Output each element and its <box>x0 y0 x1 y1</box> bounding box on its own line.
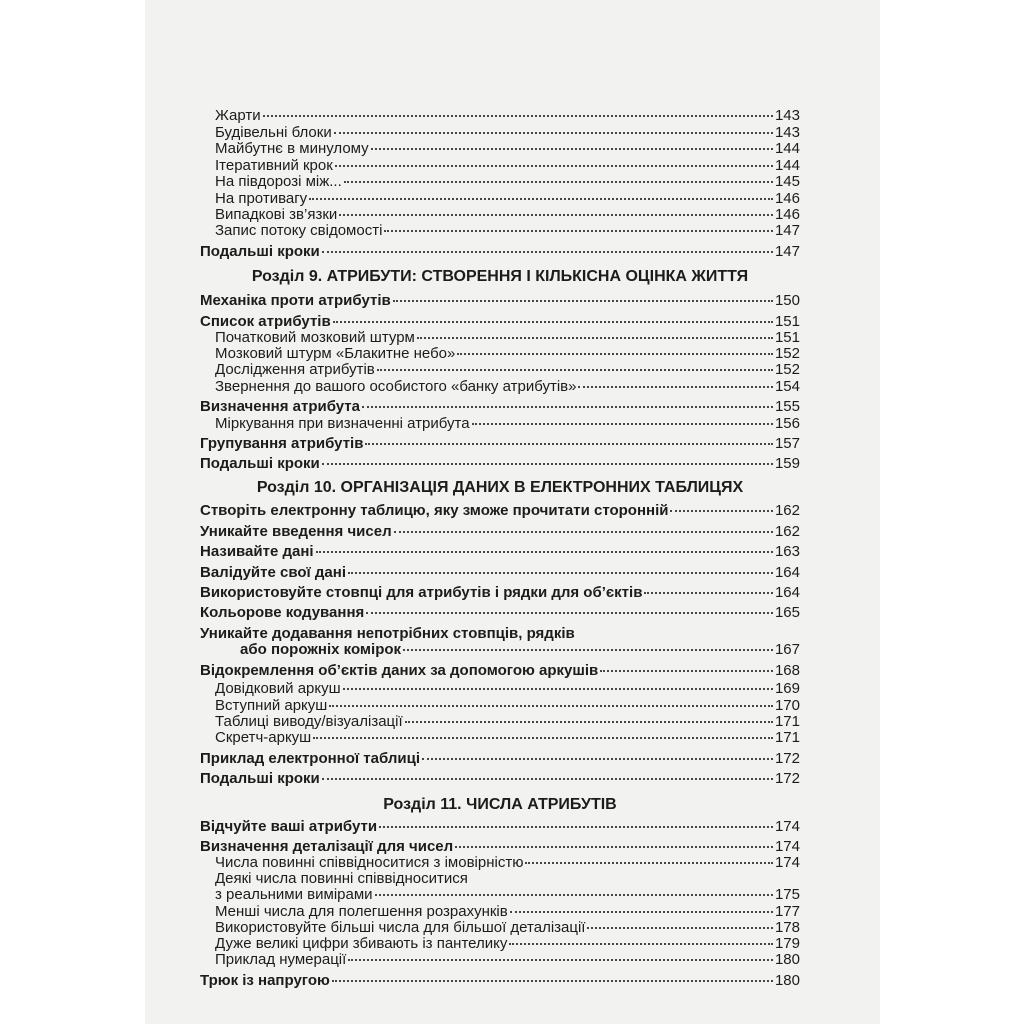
dot-leader <box>393 300 773 302</box>
toc-entry-title: Мозковий штурм «Блакитне небо» <box>215 345 456 362</box>
dot-leader <box>405 721 773 723</box>
toc-entry <box>215 951 800 968</box>
toc-entry-title: Список атрибутів <box>200 313 331 330</box>
toc-entry-title: Початковий мозковий штурм <box>215 329 415 346</box>
dot-leader <box>472 423 773 425</box>
dot-leader <box>322 463 773 465</box>
toc-entry-title: Відокремлення об’єктів даних за допомогою аркушів <box>200 662 599 679</box>
toc-entry-title: Відчуйте ваші атрибути <box>200 818 378 835</box>
dot-leader <box>335 165 773 167</box>
toc-entry <box>200 243 800 260</box>
dot-leader <box>343 688 773 690</box>
toc-entry-page: 159 <box>774 455 800 472</box>
book-page <box>145 0 880 1024</box>
toc-entry-page: 174 <box>774 838 800 855</box>
toc-entry <box>215 680 800 697</box>
toc-entry-page: 155 <box>774 398 800 415</box>
toc-entry-title: Групування атрибутів <box>200 435 364 452</box>
dot-leader <box>384 230 773 232</box>
toc-entry <box>215 361 800 378</box>
toc-entry-page: 154 <box>774 378 800 395</box>
toc-entry-page: 172 <box>774 750 800 767</box>
toc-entry <box>200 455 800 472</box>
dot-leader <box>329 705 773 707</box>
toc-entry-title: Валідуйте свої дані <box>200 564 347 581</box>
toc-entry-page: 171 <box>774 713 800 730</box>
toc-entry-title: Жарти <box>215 107 261 124</box>
toc-entry <box>200 523 800 540</box>
toc-entry-page: 170 <box>774 697 800 714</box>
toc-entry-title: На противагу <box>215 190 308 207</box>
toc-entry <box>200 584 800 601</box>
toc-entry <box>215 140 800 157</box>
toc-entry <box>200 564 800 581</box>
toc-entry-title: Визначення атрибута <box>200 398 360 415</box>
toc-entry <box>200 818 800 835</box>
toc-entry-title: На півдорозі між... <box>215 173 342 190</box>
toc-entry <box>215 713 800 730</box>
dot-leader <box>394 531 773 533</box>
toc-entry-page: 164 <box>774 584 800 601</box>
toc-entry-page: 151 <box>774 313 800 330</box>
toc-entry-title: Приклад нумерації <box>215 951 347 968</box>
dot-leader <box>422 758 773 760</box>
dot-leader <box>332 980 773 982</box>
toc-entry-title: Приклад електронної таблиці <box>200 750 420 767</box>
dot-leader <box>375 894 773 896</box>
toc-entry <box>215 206 800 223</box>
dot-leader <box>316 551 773 553</box>
dot-leader <box>403 649 773 651</box>
toc-entry <box>215 378 800 395</box>
toc-entry <box>215 886 800 903</box>
toc-entry <box>200 502 800 519</box>
toc-entry-title: Подальші кроки <box>200 770 320 787</box>
toc-entry <box>200 313 800 330</box>
dot-leader <box>509 943 773 945</box>
toc-entry-title: Довідковий аркуш <box>215 680 341 697</box>
dot-leader <box>371 148 773 150</box>
toc-entry <box>215 222 800 239</box>
dot-leader <box>362 406 773 408</box>
toc-entry-title: Будівельні блоки <box>215 124 332 141</box>
toc-entry <box>200 972 800 989</box>
dot-leader <box>578 386 772 388</box>
dot-leader <box>457 353 773 355</box>
toc-entry <box>215 329 800 346</box>
toc-entry-title: Дуже великі цифри збивають із пантелику <box>215 935 508 952</box>
toc-entry-page: 168 <box>774 662 800 679</box>
toc-entry <box>215 697 800 714</box>
toc-entry-page: 174 <box>774 818 800 835</box>
toc-entry-page: 163 <box>774 543 800 560</box>
toc-entry-title: Запис потоку свідомості <box>215 222 383 239</box>
toc-entry-page: 143 <box>774 124 800 141</box>
toc-entry-page: 162 <box>774 502 800 519</box>
toc-entry-title: Ітеративний крок <box>215 157 333 174</box>
dot-leader <box>334 132 773 134</box>
dot-leader <box>339 214 773 216</box>
dot-leader <box>263 115 773 117</box>
toc-entry-page: 150 <box>774 292 800 309</box>
toc-entry-title: Уникайте введення чисел <box>200 523 392 540</box>
toc-entry-title: Механіка проти атрибутів <box>200 292 391 309</box>
toc-entry-page: 152 <box>774 345 800 362</box>
toc-entry-title: Майбутнє в минулому <box>215 140 369 157</box>
dot-leader <box>377 369 773 371</box>
toc-entry <box>215 935 800 952</box>
dot-leader <box>670 510 773 512</box>
toc-entry-title: Числа повинні співвідноситися з імовірністю <box>215 854 524 871</box>
dot-leader <box>644 592 773 594</box>
dot-leader <box>600 670 773 672</box>
toc-entry-title: Міркування при визначенні атрибута <box>215 415 470 432</box>
toc-entry <box>200 838 800 855</box>
toc-entry-page: 143 <box>774 107 800 124</box>
toc-entry <box>200 662 800 679</box>
toc-entry-title: Подальші кроки <box>200 455 320 472</box>
toc-entry <box>215 107 800 124</box>
toc-entry-page: 179 <box>774 935 800 952</box>
dot-leader <box>333 321 773 323</box>
toc-entry-page: 144 <box>774 157 800 174</box>
dot-leader <box>417 337 773 339</box>
toc-entry-title: Звернення до вашого особистого «банку атрибутів» <box>215 378 577 395</box>
toc-entry-page: 152 <box>774 361 800 378</box>
toc-entry-title: Називайте дані <box>200 543 314 560</box>
toc-entry-page: 175 <box>774 886 800 903</box>
dot-leader <box>344 181 773 183</box>
toc-entry <box>200 292 800 309</box>
toc-entry-title: Визначення деталізації для чисел <box>200 838 454 855</box>
toc-entry-page: 147 <box>774 243 800 260</box>
toc-entry-title: Скретч-аркуш <box>215 729 312 746</box>
toc-entry-title-line1: Деякі числа повинні співвідноситися <box>215 870 468 887</box>
toc-entry <box>215 903 800 920</box>
toc-entry-title: Використовуйте стовпці для атрибутів і рядки для об’єктів <box>200 584 643 601</box>
toc-entry-page: 165 <box>774 604 800 621</box>
toc-entry <box>215 729 800 746</box>
toc-entry-title: Створіть електронну таблицю, яку зможе прочитати сторонній <box>200 502 669 519</box>
toc-entry-title: Дослідження атрибутів <box>215 361 375 378</box>
toc-entry-title: Подальші кроки <box>200 243 320 260</box>
dot-leader <box>322 251 773 253</box>
toc-entry-page: 167 <box>774 641 800 658</box>
dot-leader <box>379 826 773 828</box>
toc-entry-page: 145 <box>774 173 800 190</box>
dot-leader <box>348 959 773 961</box>
dot-leader <box>313 737 773 739</box>
dot-leader <box>322 778 773 780</box>
toc-entry <box>215 854 800 871</box>
chapter-heading: Розділ 11. ЧИСЛА АТРИБУТІВ <box>383 796 617 813</box>
toc-entry <box>200 435 800 452</box>
toc-entry <box>200 770 800 787</box>
toc-entry <box>215 415 800 432</box>
toc-entry-page: 180 <box>774 951 800 968</box>
toc-entry <box>200 398 800 415</box>
toc-entry <box>215 190 800 207</box>
dot-leader <box>348 572 773 574</box>
toc-entry-page: 144 <box>774 140 800 157</box>
toc-entry-page: 172 <box>774 770 800 787</box>
toc-entry-title: Вступний аркуш <box>215 697 328 714</box>
toc-entry-title-line1: Уникайте додавання непотрібних стовпців, рядків <box>200 625 575 642</box>
toc-entry <box>200 604 800 621</box>
toc-entry-page: 156 <box>774 415 800 432</box>
toc-entry-title: Випадкові зв’язки <box>215 206 338 223</box>
toc-entry <box>215 157 800 174</box>
toc-entry-page: 174 <box>774 854 800 871</box>
toc-entry <box>215 124 800 141</box>
chapter-heading: Розділ 10. ОРГАНІЗАЦІЯ ДАНИХ В ЕЛЕКТРОННИХ ТАБЛИЦЯХ <box>256 479 744 496</box>
dot-leader <box>525 862 773 864</box>
dot-leader <box>510 911 773 913</box>
toc-entry-page: 146 <box>774 190 800 207</box>
toc-entry-title: Таблиці виводу/візуалізації <box>215 713 403 730</box>
toc-entry-title: Використовуйте більші числа для більшої деталізації <box>215 919 586 936</box>
toc-entry-page: 151 <box>774 329 800 346</box>
toc-entry-page: 146 <box>774 206 800 223</box>
toc-entry-title: Трюк із напругою <box>200 972 330 989</box>
dot-leader <box>309 198 773 200</box>
toc-entry-page: 147 <box>774 222 800 239</box>
toc-entry-page: 171 <box>774 729 800 746</box>
toc-entry-title: Менші числа для полегшення розрахунків <box>215 903 508 920</box>
dot-leader <box>365 443 773 445</box>
toc-entry-page: 169 <box>774 680 800 697</box>
dot-leader <box>455 846 773 848</box>
toc-entry <box>200 750 800 767</box>
toc-entry-title: або порожніх комірок <box>240 641 402 658</box>
toc-entry-title: з реальними вимірами <box>215 886 373 903</box>
toc-entry-page: 180 <box>774 972 800 989</box>
toc-entry <box>215 173 800 190</box>
toc-entry-page: 157 <box>774 435 800 452</box>
toc-entry <box>215 919 800 936</box>
toc-entry <box>215 345 800 362</box>
dot-leader <box>587 927 773 929</box>
toc-entry-page: 178 <box>774 919 800 936</box>
chapter-heading: Розділ 9. АТРИБУТИ: СТВОРЕННЯ І КІЛЬКІСНА ОЦІНКА ЖИТТЯ <box>251 268 749 285</box>
toc-entry <box>200 543 800 560</box>
dot-leader <box>366 612 773 614</box>
toc-entry-page: 164 <box>774 564 800 581</box>
toc-entry-title: Кольорове кодування <box>200 604 365 621</box>
toc-entry-page: 177 <box>774 903 800 920</box>
toc-entry-page: 162 <box>774 523 800 540</box>
toc-entry <box>240 641 800 658</box>
